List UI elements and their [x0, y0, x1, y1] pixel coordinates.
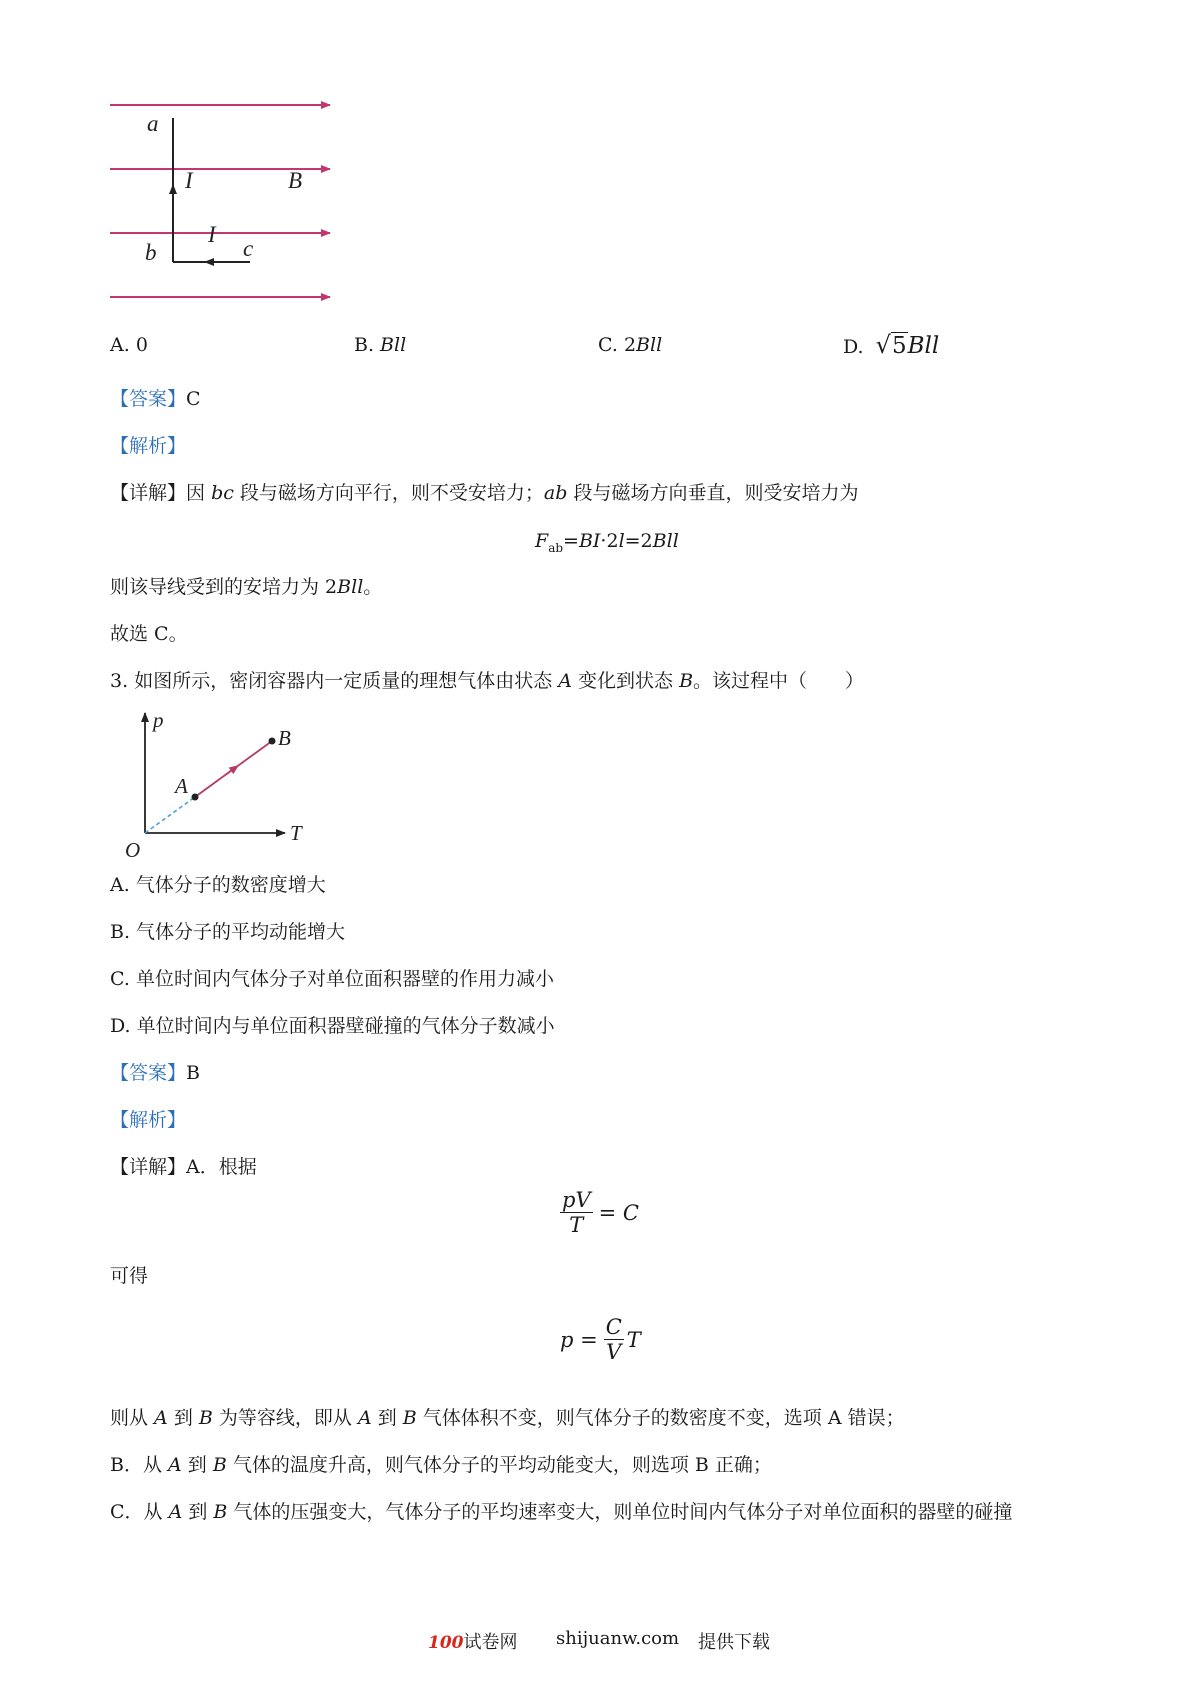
q2-conclusion: 则该导线受到的安培力为 2Bll。 — [110, 576, 383, 598]
axis-T-label: T — [290, 821, 302, 845]
q3-explain-c — [110, 1499, 1012, 1525]
formula-sub: ab — [548, 540, 564, 555]
point-B-dot — [269, 738, 276, 745]
option-c-value: Bl — [636, 334, 657, 356]
analysis-tag: 【解析】 — [110, 435, 187, 457]
explain-text: 气体的压强变大，气体分子的平均速率变大，则单位时间内气体分子对单位面积的器壁的碰撞 — [227, 1501, 1013, 1523]
wire-field-figure — [105, 90, 345, 305]
explain-text: 则从 — [110, 1407, 155, 1429]
explain-text: C．从 — [110, 1501, 169, 1523]
formula-part: l — [618, 530, 625, 552]
stem-text: 。该过程中（ ） — [693, 670, 865, 692]
label-B-field: B — [288, 168, 303, 193]
formula-F: F — [535, 530, 549, 552]
stem-B: B — [679, 670, 694, 692]
explain-text: 气体的温度升高，则气体分子的平均动能变大，则选项 B 正确； — [226, 1454, 772, 1476]
kede-text: 可得 — [110, 1265, 149, 1287]
q3-detail — [110, 1154, 257, 1180]
detail-tag: 【详解】 — [110, 482, 187, 504]
detail-text: A．根据 — [186, 1156, 257, 1178]
formula-part: BI — [578, 530, 601, 552]
q3-option-d: D. 单位时间内与单位面积器壁碰撞的气体分子数减小 — [110, 1015, 555, 1037]
detail-ab: ab — [543, 482, 568, 504]
point-B-label: B — [278, 726, 291, 750]
explain-B: B — [213, 1501, 228, 1523]
point-A-dot — [192, 794, 199, 801]
formula-part: = — [563, 530, 579, 552]
explain-text: 为等容线，即从 — [212, 1407, 358, 1429]
footer-site-name: 试卷网 — [463, 1632, 518, 1653]
fraction — [560, 1188, 593, 1237]
equation-p — [560, 1315, 641, 1364]
q2-analysis — [110, 433, 186, 459]
equation-rhs: T — [626, 1327, 641, 1352]
explain-A: A — [168, 1454, 182, 1476]
explain-B: B — [198, 1407, 213, 1429]
q3-answer — [110, 1060, 200, 1086]
option-b-prefix: B. — [354, 334, 381, 356]
q3-explain-a — [110, 1405, 905, 1431]
dashed-extension — [145, 797, 195, 833]
logo-100: 100 — [428, 1633, 464, 1653]
detail-text: 因 — [186, 482, 212, 504]
sqrt-expression: √5Bll — [875, 331, 940, 359]
q3-option-c: C. 单位时间内气体分子对单位面积器壁的作用力减小 — [110, 968, 554, 990]
answer-value: C — [186, 388, 201, 410]
axis-p-label: p — [153, 708, 164, 732]
analysis-tag: 【解析】 — [110, 1109, 187, 1131]
label-a: a — [147, 111, 159, 136]
conclusion-text: 则该导线受到的安培力为 2 — [110, 576, 338, 598]
option-b-value: Bl — [380, 334, 401, 356]
process-direction-arrow — [225, 768, 235, 775]
p-T-diagram — [120, 705, 320, 865]
explain-text: B．从 — [110, 1454, 169, 1476]
formula-part: =2 — [624, 530, 653, 552]
q3-option-b: B. 气体分子的平均动能增大 — [110, 921, 346, 943]
explain-B: B — [402, 1407, 417, 1429]
option-a-value: 0 — [135, 334, 148, 356]
option-c-prefix: C. — [598, 334, 624, 356]
label-I-horizontal: I — [208, 222, 216, 247]
detail-tag: 【详解】 — [110, 1156, 187, 1178]
fraction — [604, 1315, 624, 1364]
q2-option-a — [110, 332, 148, 358]
option-d-value: Bl — [907, 333, 932, 359]
option-a-prefix: A. — [110, 334, 136, 356]
q2-option-b: B. Bll — [354, 334, 407, 356]
option-d-prefix: D. — [843, 336, 870, 358]
explain-A: A — [154, 1407, 168, 1429]
q2-formula: $F_{ab}=BI\cdot 2l=2Bll$ — [535, 530, 679, 555]
origin-label: O — [125, 838, 141, 862]
fraction-denominator: T — [569, 1213, 584, 1237]
fraction-denominator: V — [606, 1340, 622, 1364]
answer-tag: 【答案】 — [110, 1062, 187, 1084]
equation-ideal-gas — [560, 1188, 639, 1237]
q2-option-c: C. 2Bll — [598, 334, 663, 356]
explain-text: 到 — [182, 1501, 214, 1523]
q3-analysis — [110, 1107, 186, 1133]
label-b: b — [145, 240, 157, 265]
detail-text: 段与磁场方向垂直，则受安培力为 — [567, 482, 859, 504]
explain-text: 气体体积不变，则气体分子的数密度不变，选项 A 错误； — [416, 1407, 905, 1429]
footer-url[interactable]: shijuanw.com — [556, 1628, 680, 1649]
equation-rhs: = C — [598, 1200, 639, 1225]
formula-part: ·2 — [600, 530, 619, 552]
label-I-vertical: I — [185, 168, 193, 193]
answer-value: B — [186, 1062, 200, 1084]
conclusion-text: 。 — [363, 576, 383, 598]
explain-text: 到 — [181, 1454, 213, 1476]
explain-A: A — [357, 1407, 372, 1429]
footer-brand — [428, 1628, 518, 1654]
sqrt-radicand: 5 — [891, 333, 907, 359]
conclusion-Bll: Bl — [337, 576, 358, 598]
explain-B: B — [212, 1454, 227, 1476]
q3-option-a: A. 气体分子的数密度增大 — [110, 874, 326, 896]
explain-A: A — [168, 1501, 183, 1523]
detail-text: 段与磁场方向平行，则不受安培力； — [233, 482, 544, 504]
equation-lhs: p = — [560, 1327, 598, 1352]
fraction-numerator: C — [605, 1315, 622, 1339]
label-c: c — [243, 236, 254, 261]
q2-choose: 故选 C。 — [110, 623, 188, 645]
formula-part: Bl — [652, 530, 673, 552]
q3-explain-b — [110, 1452, 772, 1478]
point-A-label: A — [175, 774, 188, 798]
option-c-coef: 2 — [623, 334, 637, 356]
stem-A: A — [558, 670, 572, 692]
explain-text: 到 — [167, 1407, 199, 1429]
fraction-numerator: pV — [562, 1188, 591, 1212]
detail-bc: bc — [211, 482, 234, 504]
q2-option-d — [843, 332, 939, 360]
stem-text: 变化到状态 — [571, 670, 680, 692]
q2-detail — [110, 480, 858, 506]
explain-text: 到 — [371, 1407, 403, 1429]
q3-stem — [110, 668, 864, 694]
question-number: 3. — [110, 670, 129, 692]
stem-text: 如图所示，密闭容器内一定质量的理想气体由状态 — [134, 670, 559, 692]
footer-slogan: 提供下载 — [698, 1632, 770, 1653]
answer-tag: 【答案】 — [110, 388, 187, 410]
q2-answer — [110, 386, 201, 412]
